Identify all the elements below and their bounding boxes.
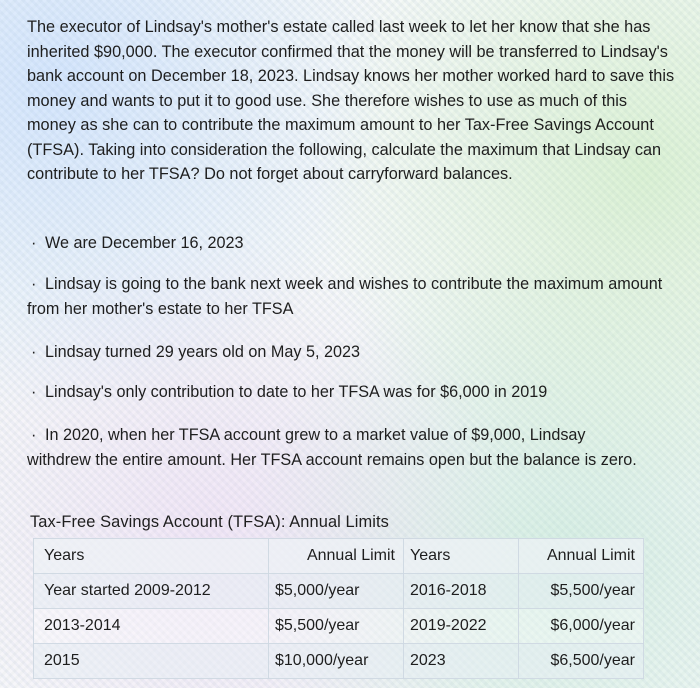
bullet-text: Lindsay's only contribution to date to her TFSA was for $6,000 in 2019 bbox=[45, 383, 548, 401]
table-row bbox=[34, 644, 644, 679]
table-cell: 2019-2022 bbox=[404, 609, 519, 644]
table-cell: $5,000/year bbox=[269, 574, 404, 609]
bullet-item-date bbox=[27, 231, 667, 256]
table-title: Tax-Free Savings Account (TFSA): Annual Limits bbox=[30, 513, 389, 531]
table-cell: Year started 2009-2012 bbox=[34, 574, 269, 609]
bullet-item-contribution bbox=[27, 380, 667, 405]
bullet-dot-icon: · bbox=[31, 275, 37, 293]
bullet-dot-icon: · bbox=[31, 383, 37, 401]
table-header-annual-limit: Annual Limit bbox=[519, 539, 644, 574]
table-header-years: Years bbox=[34, 539, 269, 574]
bullet-dot-icon: · bbox=[31, 234, 37, 252]
bullet-dot-icon: · bbox=[31, 426, 37, 444]
bullet-dot-icon: · bbox=[31, 343, 37, 361]
table-cell: $6,500/year bbox=[519, 644, 644, 679]
table-cell: $5,500/year bbox=[269, 609, 404, 644]
bullet-text: Lindsay turned 29 years old on May 5, 2023 bbox=[45, 343, 360, 361]
bullet-text: In 2020, when her TFSA account grew to a market value of $9,000, Lindsay withdrew the entire amount. Her TFSA account remains open but the balance is zero. bbox=[27, 426, 637, 469]
table-cell: 2016-2018 bbox=[404, 574, 519, 609]
table-cell: $5,500/year bbox=[519, 574, 644, 609]
table-row bbox=[34, 609, 644, 644]
bullet-item-withdrawal bbox=[27, 423, 647, 472]
bullet-item-bank-visit bbox=[27, 272, 667, 321]
table-header-annual-limit: Annual Limit bbox=[269, 539, 404, 574]
intro-paragraph: The executor of Lindsay's mother's estate called last week to let her know that she has inherited $90,000. The executor confirmed that the money will be transferred to Lindsay's bank account on December 18, 2023. Lindsay knows her mother worked hard to save this money and wants to put it to good use. She therefore wishes to use as much of this money as she can to contribute the maximum amount to her Tax-Free Savings Account (TFSA). Taking into consideration the following, calculate the maximum that Lindsay can contribute to her TFSA? Do not forget about carryforward balances. bbox=[27, 18, 675, 183]
bullet-text: We are December 16, 2023 bbox=[45, 234, 244, 252]
table-header-years: Years bbox=[404, 539, 519, 574]
table-cell: 2013-2014 bbox=[34, 609, 269, 644]
table-row bbox=[34, 574, 644, 609]
bullet-text: Lindsay is going to the bank next week and wishes to contribute the maximum amount from her mother's estate to her TFSA bbox=[27, 275, 663, 318]
table-cell: 2023 bbox=[404, 644, 519, 679]
table-header-row bbox=[34, 539, 644, 574]
table-cell: 2015 bbox=[34, 644, 269, 679]
bullet-item-age bbox=[27, 340, 667, 365]
table-cell: $10,000/year bbox=[269, 644, 404, 679]
table-cell: $6,000/year bbox=[519, 609, 644, 644]
tfsa-limits-table bbox=[33, 538, 644, 679]
